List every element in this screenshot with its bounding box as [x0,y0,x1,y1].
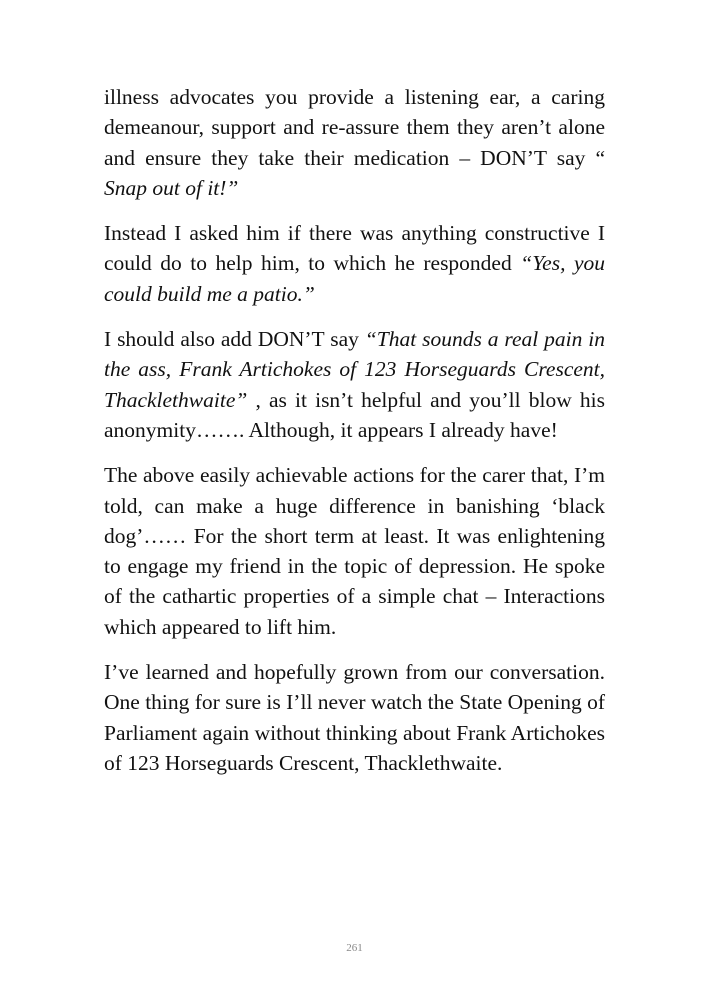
paragraph-2 [104,218,605,309]
paragraph-5-text: I’ve learned and hopefully grown from our conversation. One thing for sure is I’ll never watch the State Opening of Parliament again without thinking about Frank Artichokes of 123 Horseguards Crescent, Thacklethwaite. [104,660,605,775]
paragraph-3-text-end: , as it isn’t helpful and you’ll blow his anonymity……. Although, it appears I already have! [104,387,605,442]
paragraph-3-quote: “That sounds a real pain in the ass, Frank Artichokes of 123 Horseguards Crescent, Thacklethwaite” [104,327,606,412]
paragraph-1-quote: Snap out of it!” [104,175,239,200]
paragraph-3-text: I should also add DON’T say [104,327,365,352]
paragraph-3 [104,324,605,445]
paragraph-2-text: Instead I asked him if there was anything constructive I could do to help him, to which he responded [104,221,605,276]
paragraph-2-quote: “Yes, you could build me a patio.” [104,251,605,306]
body-text [104,82,605,793]
paragraph-1 [104,82,605,203]
paragraph-1-text: illness advocates you provide a listening ear, a caring demeanour, support and re-assure them they aren’t alone and ensure they take their medication – DON’T say “ [104,85,605,170]
page-number: 261 [346,942,363,954]
paragraph-4 [104,460,605,642]
paragraph-4-text: The above easily achievable actions for the carer that, I’m told, can make a huge difference in banishing ‘black dog’…… For the short term at least. It was enlightening to engage my friend in the topic of depression. He spoke of the cathartic properties of a simple chat – Interactions which appeared to lift him. [104,463,605,639]
paragraph-5 [104,657,605,778]
